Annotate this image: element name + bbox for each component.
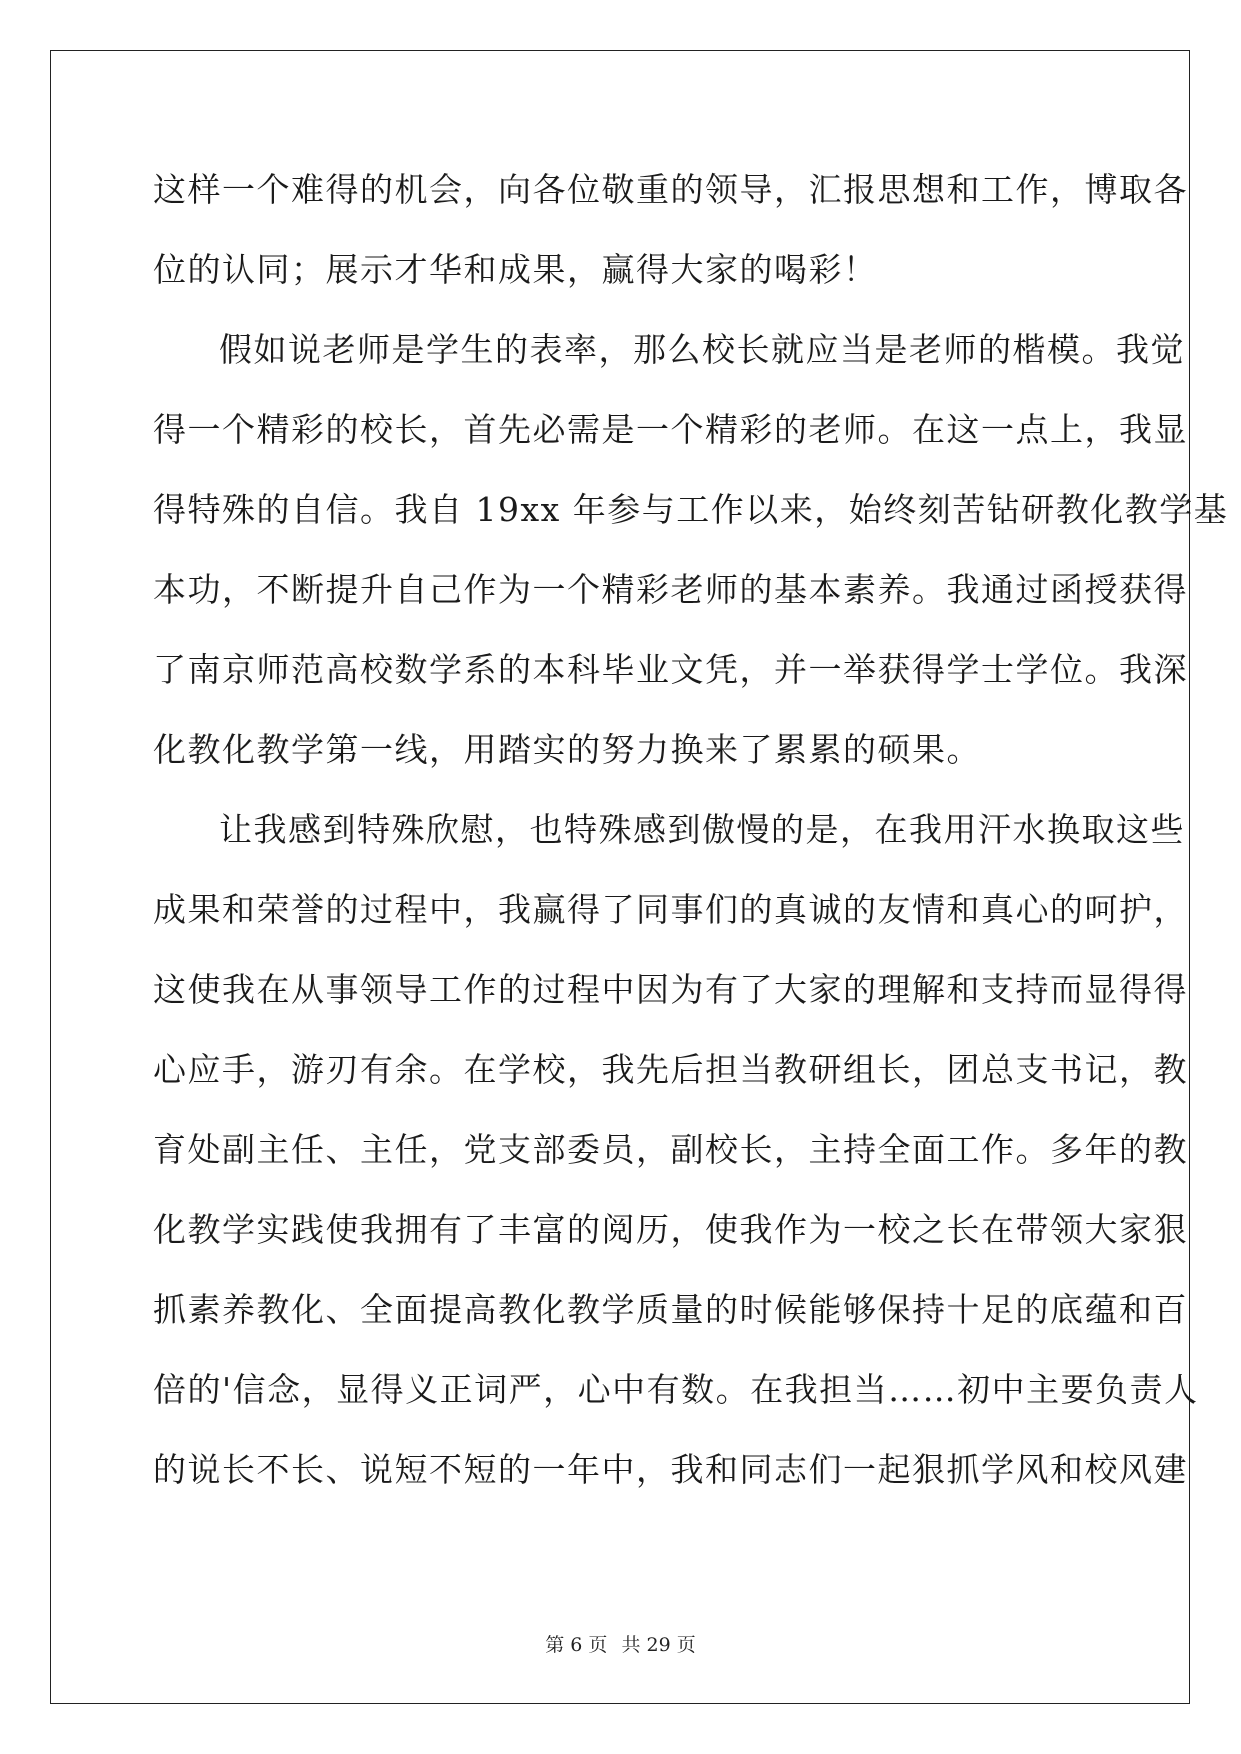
text-line: 让我感到特殊欣慰，也特殊感到傲慢的是，在我用汗水换取这些 — [219, 810, 1185, 849]
text-line: 心应手，游刃有余。在学校，我先后担当教研组长，团总支书记，教 — [153, 1050, 1188, 1089]
text-line: 了南京师范高校数学系的本科毕业文凭，并一举获得学士学位。我深 — [153, 650, 1188, 689]
text-line: 位的认同；展示才华和成果，赢得大家的喝彩！ — [153, 250, 878, 289]
text-line: 化教学实践使我拥有了丰富的阅历，使我作为一校之长在带领大家狠 — [153, 1210, 1188, 1249]
text-line: 育处副主任、主任，党支部委员，副校长，主持全面工作。多年的教 — [153, 1130, 1188, 1169]
page-total: 共 29 页 — [621, 1634, 696, 1656]
text-line: 得一个精彩的校长，首先必需是一个精彩的老师。在这一点上，我显 — [153, 410, 1188, 449]
document-body — [153, 162, 1229, 1522]
text-line: 假如说老师是学生的表率，那么校长就应当是老师的楷模。我觉 — [219, 330, 1185, 369]
text-line: 化教化教学第一线，用踏实的努力换来了累累的硕果。 — [153, 730, 981, 769]
text-line: 这使我在从事领导工作的过程中因为有了大家的理解和支持而显得得 — [153, 970, 1188, 1009]
text-line: 成果和荣誉的过程中，我赢得了同事们的真诚的友情和真心的呵护， — [153, 890, 1188, 929]
page-number: 第 6 页 — [545, 1634, 608, 1656]
page-footer — [0, 1630, 1241, 1657]
text-line: 抓素养教化、全面提高教化教学质量的时候能够保持十足的底蕴和百 — [153, 1290, 1188, 1329]
text-line: 倍的'信念，显得义正词严，心中有数。在我担当……初中主要负责人 — [153, 1370, 1199, 1409]
text-line: 本功，不断提升自己作为一个精彩老师的基本素养。我通过函授获得 — [153, 570, 1188, 609]
text-line: 这样一个难得的机会，向各位敬重的领导，汇报思想和工作，博取各 — [153, 170, 1188, 209]
text-line: 得特殊的自信。我自 19xx 年参与工作以来，始终刻苦钻研教化教学基 — [153, 490, 1229, 529]
text-line: 的说长不长、说短不短的一年中，我和同志们一起狠抓学风和校风建 — [153, 1450, 1188, 1489]
